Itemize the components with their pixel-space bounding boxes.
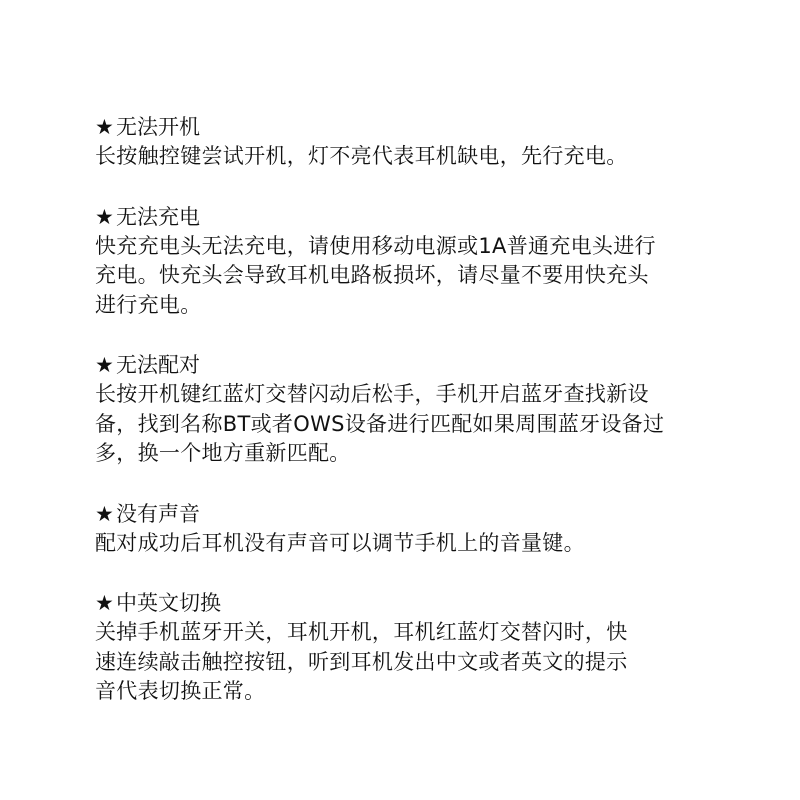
section-cannot-charge — [95, 203, 735, 321]
section-heading — [95, 113, 735, 142]
section-text-line: 速连续敲击触控按钮，听到耳机发出中文或者英文的提示 — [95, 649, 628, 674]
section-text-line: 进行充电。 — [95, 292, 202, 317]
section-text-line: 长按开机键红蓝灯交替闪动后松手，手机开启蓝牙查找新设 — [95, 382, 649, 406]
section-title: 无法开机 — [116, 115, 200, 139]
section-text-line: 配对成功后耳机没有声音可以调节手机上的音量键。 — [95, 530, 585, 555]
section-text-line: 充电。快充头会导致耳机电路板损坏，请尽量不要用快充头 — [95, 263, 649, 287]
section-cannot-pair — [95, 351, 735, 469]
section-title: 没有声音 — [116, 501, 200, 526]
section-no-sound — [95, 500, 735, 559]
section-cannot-power-on — [95, 113, 735, 172]
section-language-switch — [95, 589, 735, 707]
section-heading — [95, 589, 735, 618]
star-bullet-icon: ★ — [95, 501, 114, 526]
troubleshooting-document — [95, 113, 735, 707]
section-title: 中英文切换 — [116, 591, 221, 615]
star-bullet-icon: ★ — [95, 591, 114, 615]
star-bullet-icon: ★ — [95, 353, 114, 377]
section-heading — [95, 351, 735, 380]
section-heading — [95, 500, 735, 529]
section-text-line: 多，换一个地方重新匹配。 — [95, 441, 351, 465]
section-title: 无法充电 — [116, 204, 200, 229]
section-text-line: 备，找到名称BT或者OWS设备进行匹配如果周围蓝牙设备过 — [95, 411, 665, 436]
star-bullet-icon: ★ — [95, 204, 114, 229]
section-text-line: 音代表切换正常。 — [95, 679, 266, 703]
section-text-line: 快充充电头无法充电，请使用移动电源或1A普通充电头进行 — [95, 233, 656, 258]
star-bullet-icon: ★ — [95, 115, 114, 139]
section-title: 无法配对 — [116, 353, 200, 377]
section-text-line: 长按触控键尝试开机，灯不亮代表耳机缺电，先行充电。 — [95, 144, 628, 168]
section-heading — [95, 203, 735, 232]
section-text-line: 关掉手机蓝牙开关，耳机开机，耳机红蓝灯交替闪时，快 — [95, 620, 628, 644]
